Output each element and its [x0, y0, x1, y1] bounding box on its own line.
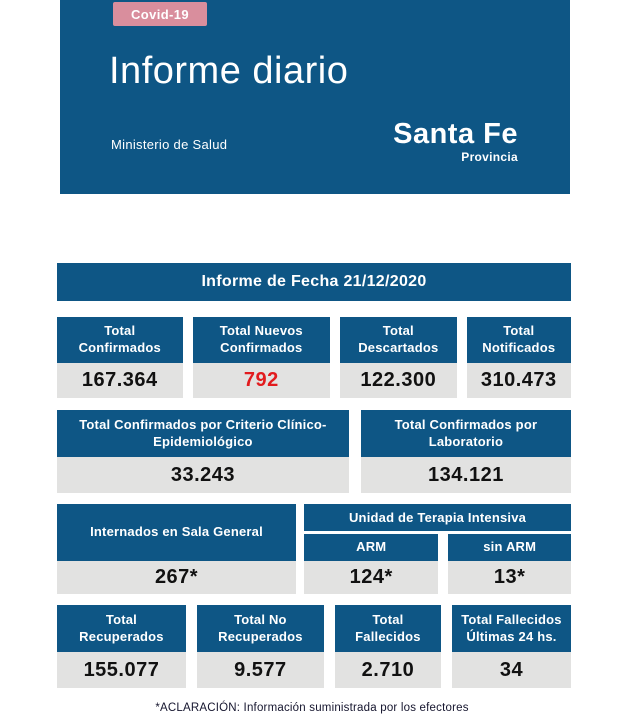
page-title: Informe diario: [109, 50, 349, 92]
card-fallecidos-24hs: [452, 605, 571, 688]
card-total-notificados: [467, 317, 571, 398]
uti-group-label: Unidad de Terapia Intensiva: [304, 504, 571, 531]
card-uti-arm: [304, 534, 438, 594]
stats-row-outcomes: [57, 605, 571, 688]
card-total-descartados: [340, 317, 456, 398]
stat-value: 34: [452, 652, 571, 688]
stat-label: Total Descartados: [340, 317, 456, 363]
stat-label: Total Recuperados: [57, 605, 186, 652]
stat-value: 9.577: [197, 652, 324, 688]
stat-label: ARM: [304, 534, 438, 561]
card-total-confirmados: [57, 317, 183, 398]
stat-value: 267*: [57, 561, 296, 594]
card-total-recuperados: [57, 605, 186, 688]
covid-badge: Covid-19: [113, 2, 207, 26]
card-internados-sala-general: [57, 504, 296, 594]
stat-label: sin ARM: [448, 534, 571, 561]
stat-value: 124*: [304, 561, 438, 594]
stat-label: Total Notificados: [467, 317, 571, 363]
uti-subcards: [304, 534, 571, 594]
report-date-banner: Informe de Fecha 21/12/2020: [57, 263, 571, 301]
footnote: *ACLARACIÓN: Información suministrada por los efectores: [155, 702, 469, 714]
stats-row-hospitalization: [57, 504, 571, 594]
stat-label: Total Confirmados por Criterio Clínico-Epidemiológico: [57, 410, 349, 457]
stat-value-highlight: 792: [193, 363, 331, 398]
card-uti-sin-arm: [448, 534, 571, 594]
stats-row-totals: [57, 317, 571, 398]
stat-value: 122.300: [340, 363, 456, 398]
stat-label: Internados en Sala General: [57, 504, 296, 561]
stat-value: 167.364: [57, 363, 183, 398]
stat-label: Total Confirmados por Laboratorio: [361, 410, 571, 457]
logo-wordmark: Santa Fe: [393, 118, 518, 150]
card-total-fallecidos: [335, 605, 441, 688]
ministry-label: Ministerio de Salud: [111, 137, 228, 152]
stat-label: Total Fallecidos: [335, 605, 441, 652]
stat-value: 155.077: [57, 652, 186, 688]
report-header: [60, 0, 570, 194]
stat-value: 2.710: [335, 652, 441, 688]
card-confirmados-laboratorio: [361, 410, 571, 493]
card-confirmados-criterio-clinico: [57, 410, 349, 493]
stat-value: 310.473: [467, 363, 571, 398]
stat-label: Total Fallecidos Últimas 24 hs.: [452, 605, 571, 652]
stat-value: 134.121: [361, 457, 571, 493]
card-total-no-recuperados: [197, 605, 324, 688]
stats-row-confirmation-type: [57, 410, 571, 493]
stat-label: Total No Recuperados: [197, 605, 324, 652]
stat-label: Total Confirmados: [57, 317, 183, 363]
stat-value: 33.243: [57, 457, 349, 493]
card-total-nuevos-confirmados: [193, 317, 331, 398]
stat-label: Total Nuevos Confirmados: [193, 317, 331, 363]
logo-province-label: Provincia: [461, 150, 518, 164]
card-group-uti: [304, 504, 571, 594]
stat-value: 13*: [448, 561, 571, 594]
santa-fe-logo: [393, 120, 518, 164]
